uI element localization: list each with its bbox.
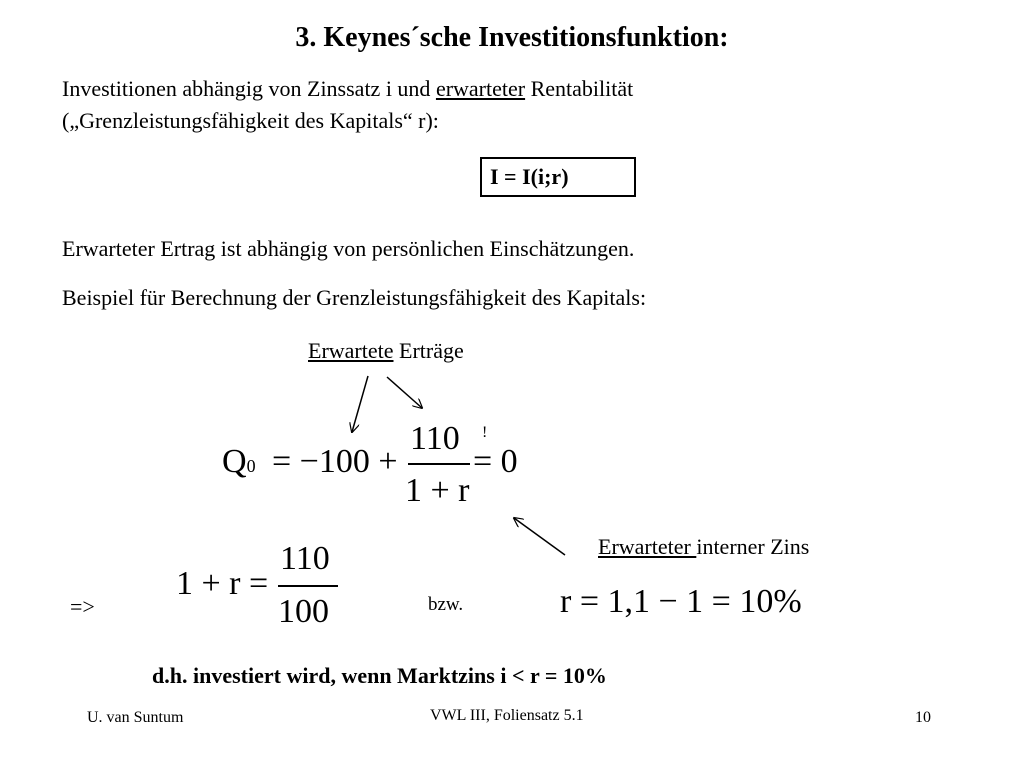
implies-arrow: => — [70, 594, 95, 619]
eq1-q — [222, 443, 256, 481]
conclusion: d.h. investiert wird, wenn Marktzins i < r = 10% — [152, 663, 607, 688]
eq1-lhs: = −100 + — [272, 443, 398, 480]
intro-text-underlined: erwarteter — [435, 76, 526, 101]
intro-line-2: („Grenzleistungsfähigkeit des Kapitals“ r): — [62, 108, 439, 133]
eq2-denominator: 100 — [278, 593, 329, 630]
arrow-to-r — [514, 518, 565, 555]
footer-page-number: 10 — [915, 709, 931, 726]
label-internal-rate — [598, 534, 809, 560]
bzw-label: bzw. — [428, 594, 464, 615]
arrow-to-minus-100 — [352, 376, 368, 432]
arrow-to-110 — [387, 377, 422, 408]
slide-title: 3. Keynes´sche Investitionsfunktion: — [295, 22, 729, 53]
eq1-q-subscript: 0 — [246, 456, 256, 476]
eq2-numerator: 110 — [280, 540, 330, 577]
label-expected-yields-underlined: Erwartete — [308, 338, 394, 363]
label-internal-rate-underlined: Erwarteter — [598, 534, 697, 559]
label-internal-rate-rest: interner Zins — [696, 534, 810, 559]
eq1-denominator: 1 + r — [405, 472, 470, 509]
eq1-fraction-line — [408, 463, 470, 465]
formula-box: I = I(i;r) — [480, 157, 636, 197]
eq1-q-symbol: Q — [222, 443, 247, 480]
label-expected-yields-rest: Erträge — [393, 338, 464, 363]
eq1-exclamation: ! — [482, 424, 488, 441]
footer-course: VWL III, Foliensatz 5.1 — [430, 707, 584, 724]
intro-text-b: Rentabilität — [525, 76, 634, 101]
eq2-fraction-line — [278, 585, 338, 587]
paragraph-example: Beispiel für Berechnung der Grenzleistungsfähigkeit des Kapitals: — [62, 285, 647, 310]
footer-author: U. van Suntum — [87, 709, 184, 726]
eq1-numerator: 110 — [410, 420, 460, 457]
eq1-rhs: = 0 — [473, 443, 518, 480]
eq2-lhs: 1 + r = — [176, 565, 269, 602]
eq3: r = 1,1 − 1 = 10% — [560, 583, 802, 620]
paragraph-expected-yield: Erwarteter Ertrag ist abhängig von persönlichen Einschätzungen. — [62, 236, 635, 261]
intro-text-a: Investitionen abhängig von Zinssatz i und — [62, 76, 436, 101]
